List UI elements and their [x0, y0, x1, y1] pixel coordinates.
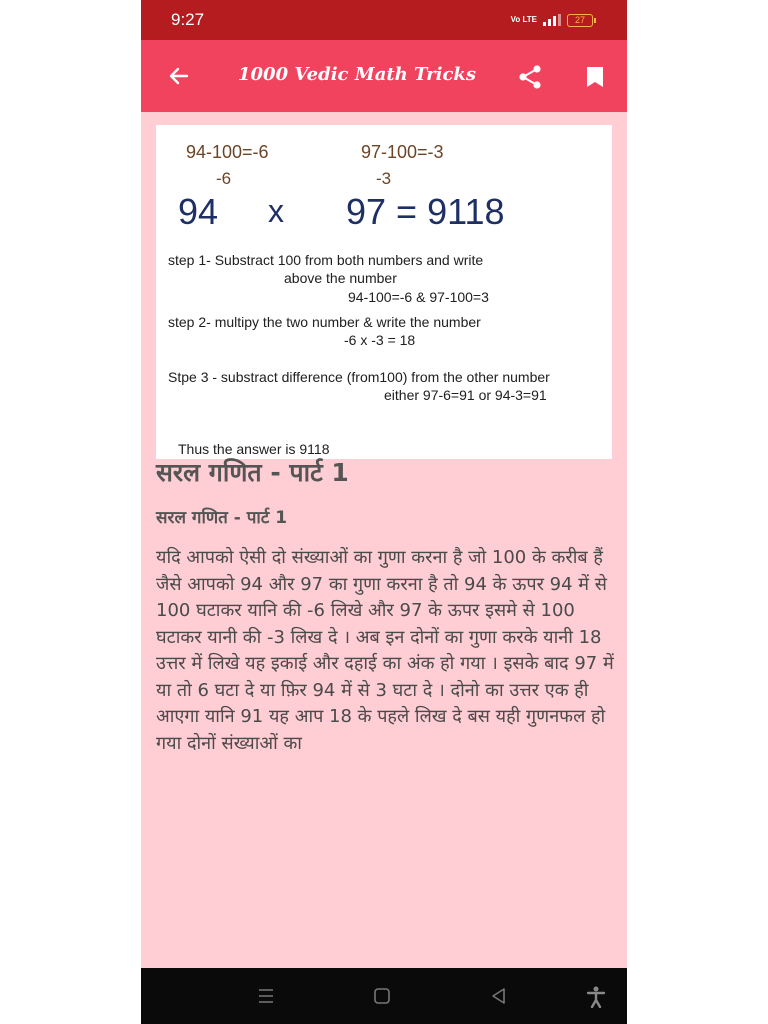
arrow-left-icon[interactable]: [167, 64, 191, 88]
battery-level: 27: [574, 15, 585, 25]
image-step2-line2: -6 x -3 = 18: [344, 332, 416, 348]
image-step2-line1: step 2- multipy the two number & write the number: [168, 314, 481, 330]
menu-icon[interactable]: [256, 986, 276, 1006]
article-heading-small: सरल गणित - पार्ट 1: [156, 508, 288, 528]
app-bar: [141, 40, 627, 112]
image-answer: Thus the answer is 9118: [178, 441, 330, 457]
status-icons: [511, 14, 593, 27]
battery-icon: [567, 14, 593, 27]
image-step1-line2: above the number: [284, 270, 397, 286]
image-step3-line1: Stpe 3 - substract difference (from100) from the other number: [168, 369, 550, 385]
triangle-back-icon[interactable]: [489, 986, 509, 1006]
signal-icon: [543, 14, 561, 26]
image-step1-line1: step 1- Substract 100 from both numbers and write: [168, 252, 484, 268]
system-nav-bar: [141, 968, 627, 1024]
image-step3-line2: either 97-6=91 or 94-3=91: [384, 387, 547, 403]
image-result: 97 = 9118: [346, 191, 505, 232]
article-heading-large: सरल गणित - पार्ट 1: [156, 458, 349, 487]
image-step1-line3: 94-100=-6 & 97-100=3: [348, 289, 489, 305]
app-title: 1000 Vedic Math Tricks: [238, 64, 477, 85]
image-times: x: [268, 193, 284, 229]
vedic-math-image: [156, 125, 612, 459]
image-number-1: 94: [178, 191, 219, 232]
image-diff-1: -6: [216, 169, 232, 188]
status-bar: [141, 0, 627, 40]
volte-icon: Vo LTE: [510, 15, 537, 24]
image-eq-2: 97-100=-3: [361, 142, 444, 162]
article-paragraph: यदि आपको ऐसी दो संख्याओं का गुणा करना है जो 100 के करीब हैं जैसे आपको 94 और 97 का गुणा करना है तो 94 के ऊपर 94 में से 100 घटाकर यानि की -6 लिखे और 97 के ऊपर इसमे से 100 घटाकर यानी की -3 लिख दे । अब इन दोनों का गुणा करके यानी 18 उत्तर में लिखे यह इकाई और दहाई का अंक हो गया । इसके बाद 97 में या तो 6 घटा दे या फ़िर 94 में से 3 घटा दे । दोनो का उत्तर एक ही आएगा यानि 91 यह आप 18 के पहले लिख दे बस यही गुणनफल हो गया दोनों संख्याओं का: [156, 547, 614, 754]
share-icon[interactable]: [516, 63, 544, 91]
accessibility-icon[interactable]: [586, 986, 606, 1008]
bookmark-icon[interactable]: [584, 65, 606, 89]
image-eq-1: 94-100=-6: [186, 142, 269, 162]
status-time: 9:27: [171, 10, 205, 29]
image-diff-2: -3: [376, 169, 392, 188]
home-icon[interactable]: [372, 986, 392, 1006]
phone-screen: [141, 0, 627, 1024]
